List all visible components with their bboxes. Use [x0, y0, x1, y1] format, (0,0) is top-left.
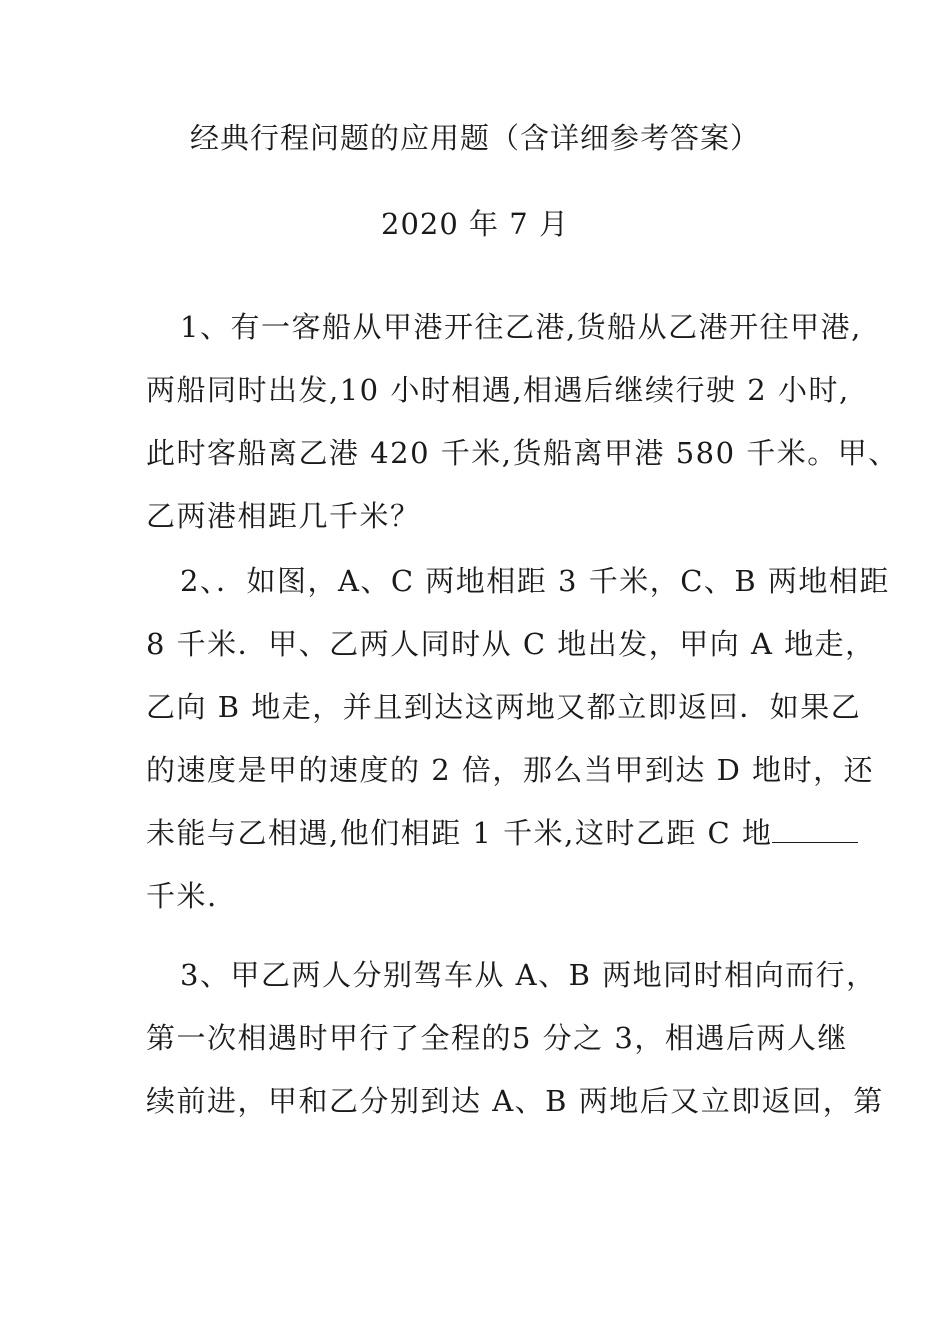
problem-3	[146, 944, 884, 1133]
problem-1-line-1: 1、有一客船从甲港开往乙港,货船从乙港开往甲港,	[180, 310, 862, 344]
problem-2-line-4: 的速度是甲的速度的 2 倍，那么当甲到达 D 地时，还	[146, 753, 875, 787]
problem-2-line-5	[146, 802, 810, 865]
answer-blank[interactable]	[772, 818, 858, 843]
document-title: 经典行程问题的应用题（含详细参考答案）	[189, 121, 760, 155]
problem-1	[146, 296, 899, 548]
problem-3-line-3: 续前进，甲和乙分别到达 A、B 两地后又立即返回，第	[146, 1084, 884, 1118]
problem-1-line-3: 此时客船离乙港 420 千米,货船离甲港 580 千米。甲、	[146, 436, 899, 470]
problem-1-line-4: 乙两港相距几千米？	[146, 499, 421, 533]
problem-2-line-2: 8 千米．甲、乙两人同时从 C 地出发，甲向 A 地走，	[146, 627, 876, 661]
problem-1-line-2: 两船同时出发,10 小时相遇,相遇后继续行驶 2 小时,	[146, 373, 850, 407]
document-date: 2020 年 7 月	[381, 207, 569, 241]
problem-3-line-2: 第一次相遇时甲行了全程的5 分之 3，相遇后两人继	[146, 1021, 848, 1055]
problem-2-line-5-text: 未能与乙相遇,他们相距 1 千米,这时乙距 C 地	[146, 816, 773, 850]
problem-2-line-3: 乙向 B 地走，并且到达这两地又都立即返回．如果乙	[146, 690, 862, 724]
problem-2-line-6: 千米.	[146, 879, 218, 913]
problem-2	[146, 550, 890, 928]
problem-2-line-1: 2、．如图，A、C 两地相距 3 千米，C、B 两地相距	[180, 564, 890, 598]
problem-3-line-1: 3、甲乙两人分别驾车从 A、B 两地同时相向而行，	[180, 958, 877, 992]
